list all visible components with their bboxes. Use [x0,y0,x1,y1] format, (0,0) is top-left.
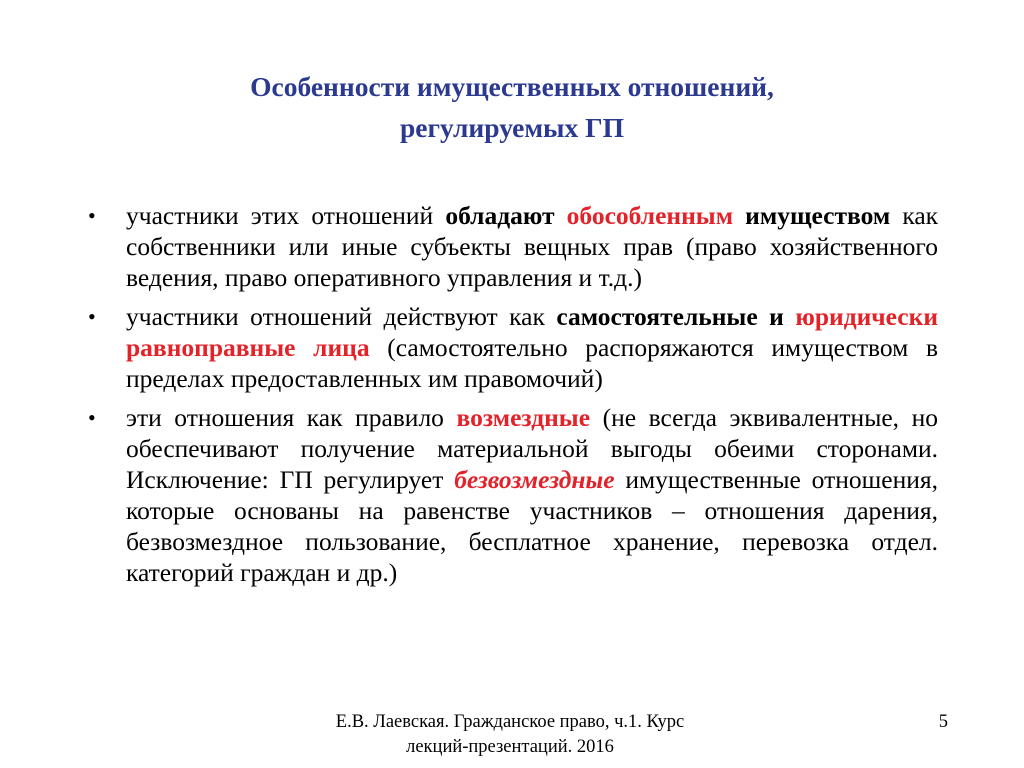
bullet-3-rest: имущественные отношения, которые основаны на равенстве участников – отношения дарения, безвозмездное пользование, бесплатное хранение, перевозка отдел. категорий граждан и др.) [126,465,938,587]
bullet-3-middle: (не всегда эквивалентные, но обеспечивают получение материальной выгоды обеими сторонами. Исключение: ГП регулирует [126,403,938,494]
slide-footer [300,710,720,760]
bullet-2-bold: самостоятельные и [556,302,784,331]
bullet-3-highlight-italic: безвозмездные [454,465,615,494]
bullet-marker: • [88,304,96,329]
title-line-2: регулируемых ГП [399,112,625,143]
bullet-1-text: участники этих отношений [126,201,446,230]
bullet-2-highlight: юридически равноправные лица [126,302,939,362]
bullet-1-bold-2: имуществом [745,201,891,230]
bullet-1-bold: обладают [445,201,555,230]
bullet-marker: • [88,405,96,430]
bullet-list [88,200,938,596]
bullet-marker: • [88,203,96,228]
slide-title [140,66,884,148]
bullet-item-1 [88,200,938,293]
bullet-item-2 [88,301,938,394]
bullet-3-highlight: возмездные [456,403,591,432]
bullet-1-space [555,201,567,230]
title-line-1: Особенности имущественных отношений, [250,71,774,102]
footer-line-2: лекций-презентаций. 2016 [406,737,614,757]
bullet-item-3 [88,402,938,588]
bullet-2-text: участники отношений действуют как [126,302,557,331]
footer-line-1: Е.В. Лаевская. Гражданское право, ч.1. Курс [335,712,685,732]
bullet-1-highlight: обособленным [566,201,734,230]
page-number: 5 [938,712,948,732]
bullet-2-rest: (самостоятельно распоряжаются имуществом в пределах предоставленных им правомочий) [126,333,938,393]
bullet-2-space [784,302,796,331]
bullet-1-space-2 [733,201,745,230]
bullet-3-text: эти отношения как правило [126,403,457,432]
bullet-1-rest: как собственники или иные субъекты вещных прав (право хозяйственного ведения, право оперативного управления и т.д.) [126,201,939,292]
